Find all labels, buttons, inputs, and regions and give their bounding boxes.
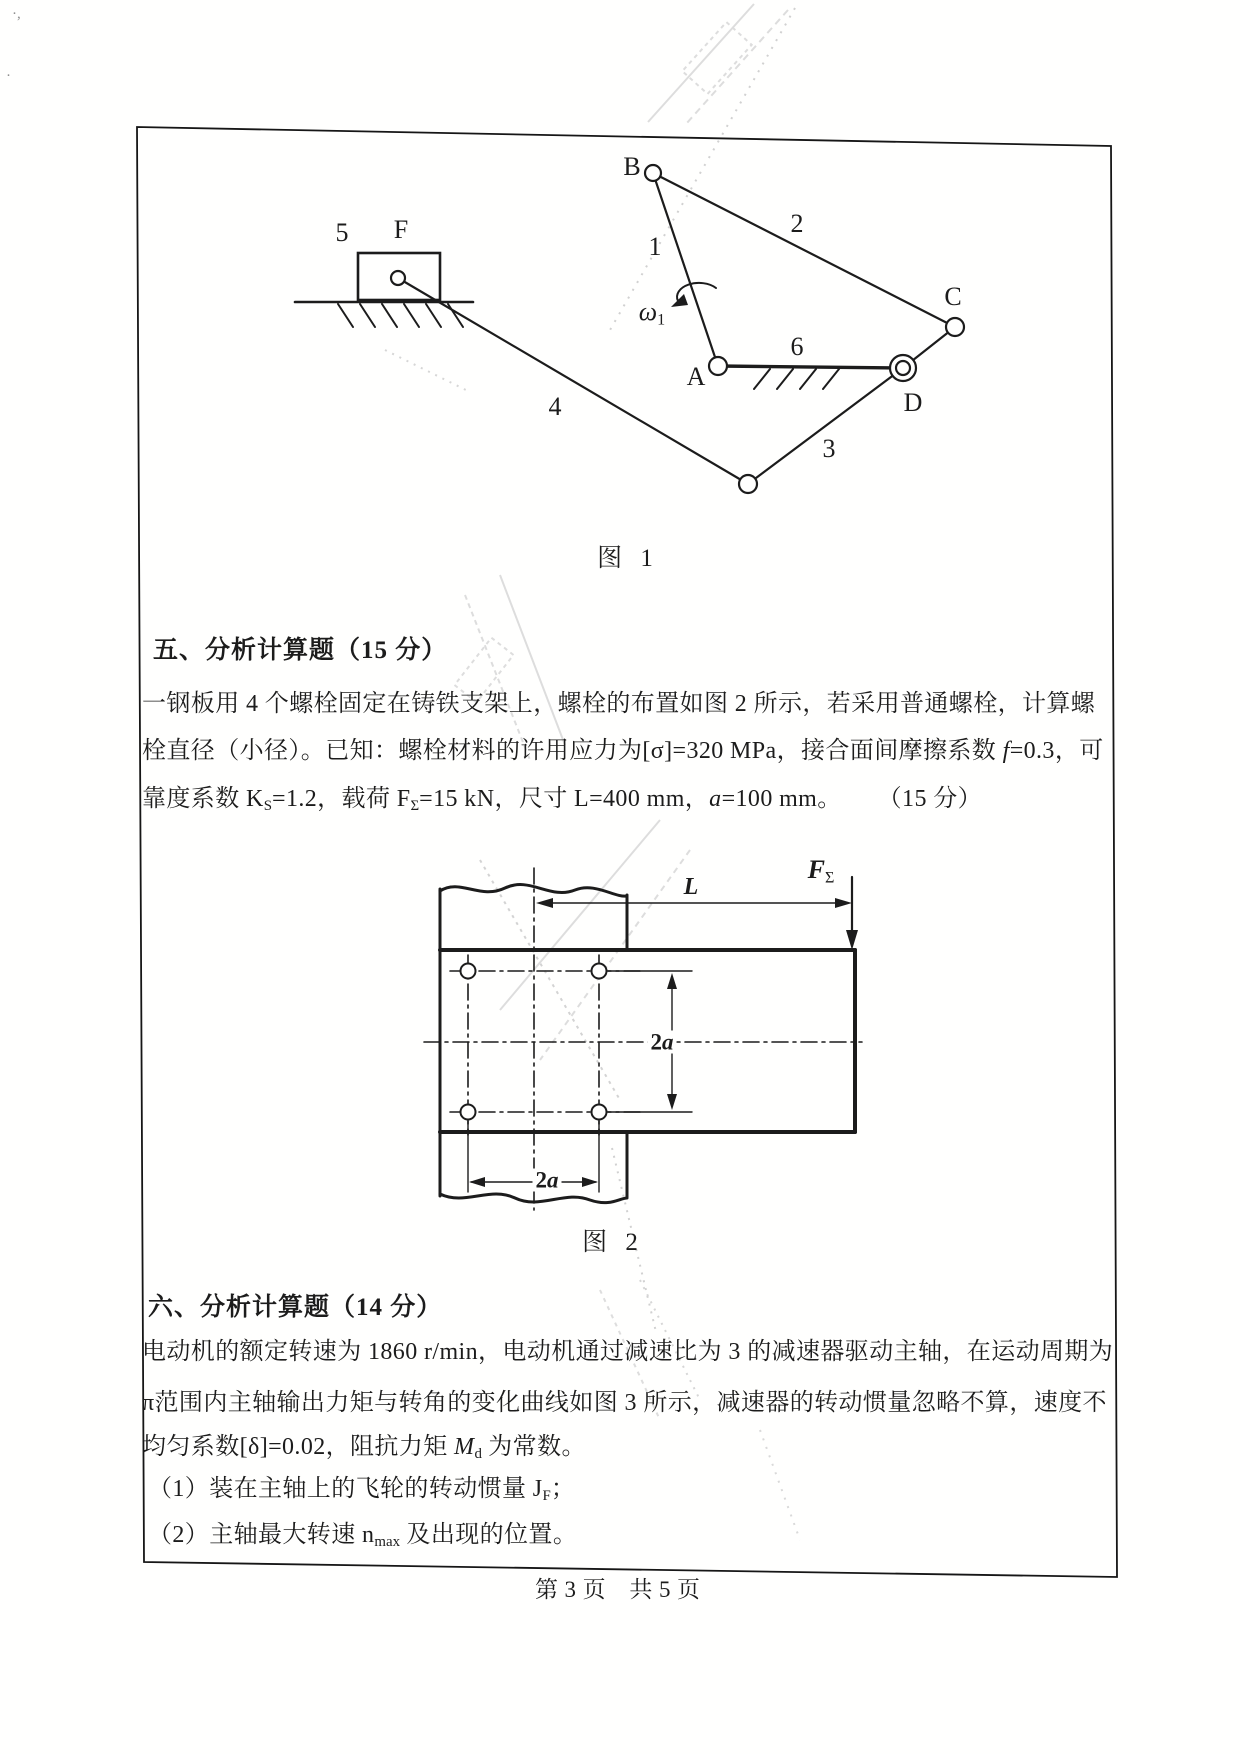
section6-item-2 — [148, 1520, 577, 1557]
text-segment: 靠度系数 K — [142, 786, 264, 812]
text-segment: （2）主轴最大转速 n — [148, 1522, 375, 1548]
text-segment: d — [474, 1446, 482, 1463]
fig1-joint-label-B: B — [623, 152, 641, 181]
fig1-joint-label-F: F — [393, 215, 409, 244]
fig1-joint-label-D: D — [903, 388, 923, 417]
text-segment: ω — [638, 297, 658, 327]
scan-ghost-streaks — [385, 4, 800, 1540]
section6-line — [142, 1388, 1107, 1418]
figure2-bolted-plate-drawing — [424, 868, 862, 1210]
fig1-joint-label-C: C — [944, 282, 962, 311]
text-segment: f — [1002, 738, 1010, 764]
text-segment: max — [374, 1534, 401, 1551]
fig1-link-label-3: 3 — [822, 434, 836, 463]
text-segment: F — [542, 1488, 551, 1505]
text-segment: 2 — [535, 1167, 547, 1193]
fig1-link-label-4: 4 — [548, 392, 562, 421]
fig1-link-label-2: 2 — [790, 209, 804, 238]
text-segment: =0.3，可 — [1009, 738, 1104, 764]
text-segment: =15 kN，尺寸 L=400 mm， — [419, 786, 710, 812]
text-segment: F — [807, 855, 825, 885]
text-segment: （15 分） — [889, 786, 983, 812]
fig2-dim-2a-vertical-label — [648, 1031, 677, 1054]
text-segment: 栓直径（小径）。已知：螺栓材料的许用应力为[σ]=320 MPa，接合面间摩擦系数 — [142, 738, 1003, 764]
section6-heading: 六、分析计算题（14 分） — [148, 1294, 443, 1321]
text-segment: S — [263, 798, 273, 815]
text-segment: 均匀系数[δ]=0.02，阻抗力矩 — [142, 1434, 455, 1460]
text-segment: L — [683, 874, 699, 900]
section5-line — [142, 689, 1095, 719]
ground-hatch-AD — [754, 369, 839, 389]
section6-item-1 — [148, 1474, 575, 1511]
text-segment: 为常数。 — [481, 1434, 586, 1460]
fig1-link-label-5: 5 — [335, 218, 349, 247]
fig1-joint-label-A: A — [686, 362, 706, 391]
page-footer: 第 3 页 共 5 页 — [535, 1577, 701, 1602]
figure2-caption: 图 2 — [582, 1229, 644, 1256]
scan-speck: · — [6, 68, 11, 84]
text-segment: a — [547, 1167, 559, 1193]
text-segment: Σ — [410, 798, 420, 815]
text-segment: a — [662, 1029, 674, 1055]
text-segment: （1）装在主轴上的飞轮的转动惯量 J — [148, 1476, 543, 1502]
fig2-dim-L-label — [684, 875, 699, 899]
fig1-omega1-label — [639, 299, 665, 329]
text-segment: 一钢板用 4 个螺栓固定在铸铁支架上，螺栓的布置如图 2 所示，若采用普通螺栓，计算螺 — [142, 691, 1096, 717]
joints — [391, 165, 964, 493]
force-arrow — [846, 877, 858, 950]
text-segment: =1.2，载荷 F — [272, 786, 411, 812]
section6-line — [142, 1337, 1113, 1367]
text-segment: 2 — [650, 1029, 662, 1055]
section5-line — [142, 784, 982, 821]
text-segment: a — [709, 786, 722, 812]
section5-line — [142, 736, 1104, 766]
slider-block — [295, 253, 473, 327]
text-segment: π范围内主轴输出力矩与转角的变化曲线如图 3 所示，减速器的转动惯量忽略不算，速度不 — [142, 1390, 1107, 1416]
fig1-link-label-6: 6 — [790, 332, 804, 361]
fig2-force-label — [808, 857, 835, 887]
section5-heading: 五、分析计算题（15 分） — [153, 637, 448, 664]
text-segment: 1 — [657, 311, 666, 329]
section6-line — [142, 1432, 586, 1469]
centerlines — [424, 868, 862, 1210]
fig1-link-label-1: 1 — [648, 232, 662, 261]
text-segment: 电动机的额定转速为 1860 r/min，电动机通过减速比为 3 的减速器驱动主轴，在运动周期为 — [142, 1339, 1114, 1365]
text-segment: Σ — [824, 869, 835, 887]
text-segment: =100 mm。 — [721, 786, 842, 812]
fig2-dim-2a-horizontal-label — [533, 1169, 562, 1192]
text-segment: 及出现的位置。 — [400, 1522, 578, 1548]
text-segment: M — [454, 1434, 475, 1460]
scan-speck: ·, — [12, 6, 21, 22]
text-segment: ； — [550, 1476, 576, 1502]
figure1-caption: 图 1 — [597, 545, 659, 572]
